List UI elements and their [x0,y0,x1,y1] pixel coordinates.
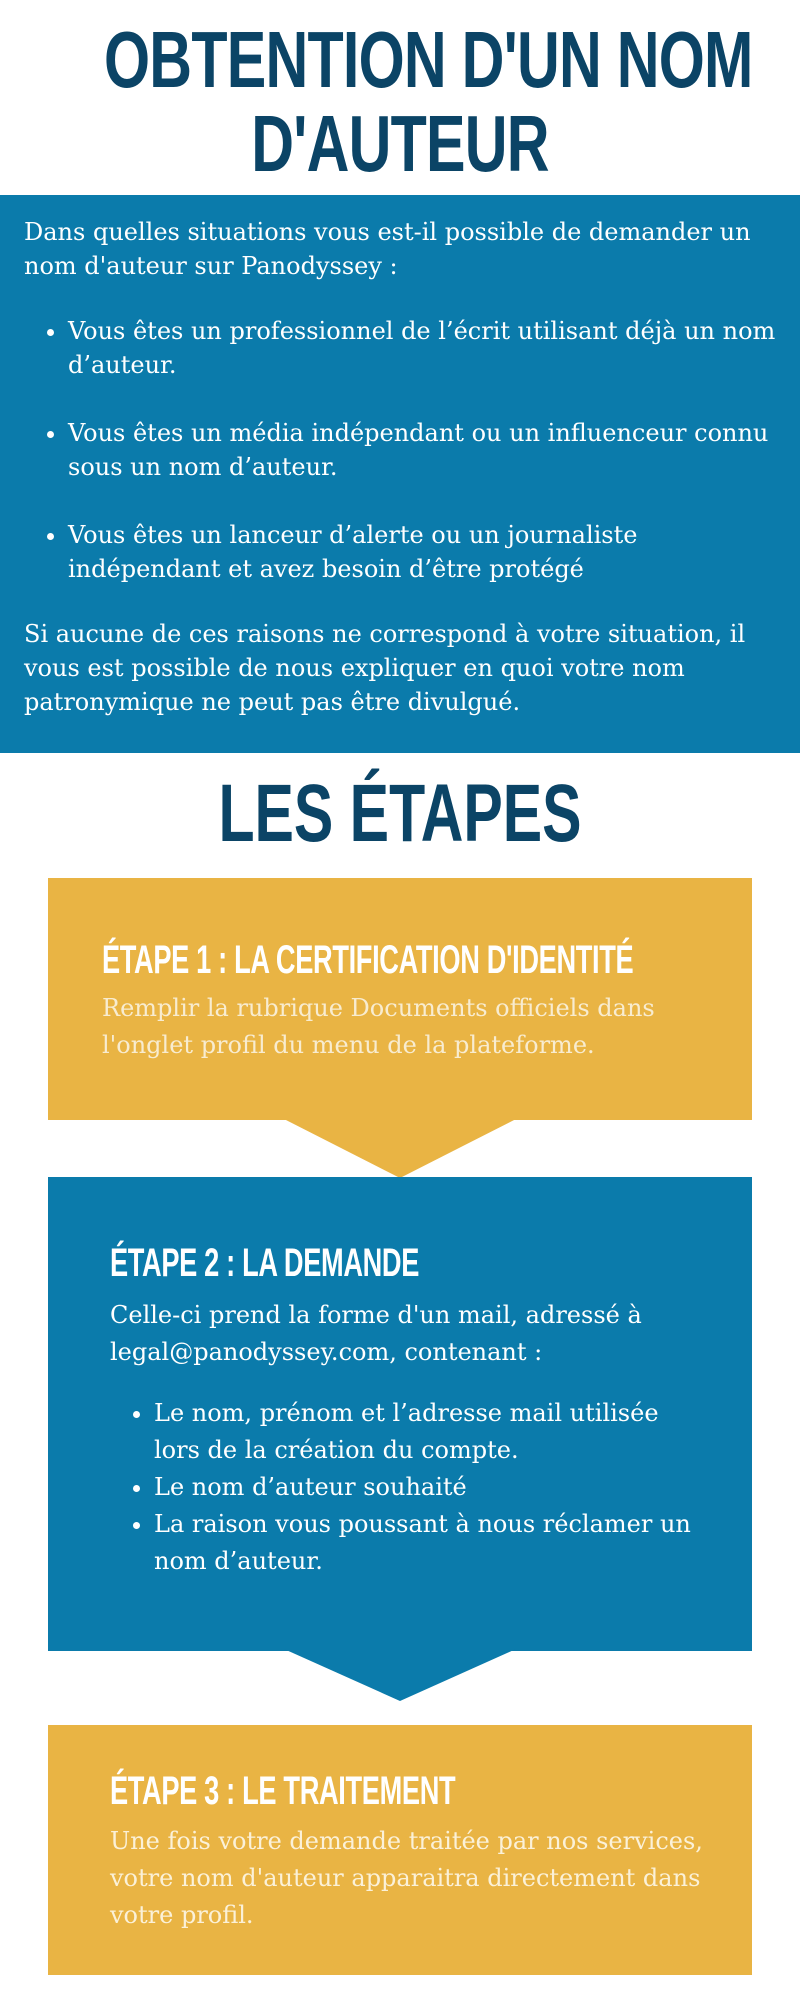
step-3-heading: ÉTAPE 3 : LE TRAITEMENT [110,1769,456,1813]
step-2-list-item: • La raison vous poussant à nous réclamer un nom d’auteur. [154,1506,704,1580]
step-1-heading: ÉTAPE 1 : LA CERTIFICATION D'IDENTITÉ [102,938,634,982]
intro-list-item: • Vous êtes un lanceur d’alerte ou un journaliste indépendant et avez besoin d’être protégé [68,518,776,586]
step-2-text: Celle-ci prend la forme d'un mail, adressé à legal@panodyssey.com, contenant : [110,1301,642,1366]
step-2-heading: ÉTAPE 2 : LA DEMANDE [110,1241,420,1285]
step-1-arrow [282,1118,518,1178]
page-title-line-2: D'AUTEUR [251,99,549,188]
intro-lead: Dans quelles situations vous est-il possible de demander un nom d'auteur sur Panodyssey : [24,218,751,280]
step-2-list-item: • Le nom, prénom et l’adresse mail utilisée lors de la création du compte. [154,1395,704,1469]
intro-closing: Si aucune de ces raisons ne correspond à votre situation, il vous est possible de nous expliquer en quoi votre nom patronymique ne peut pas être divulgué. [24,620,746,716]
page-title [104,15,753,188]
intro-list [24,314,776,586]
intro-list-item: • Vous êtes un média indépendant ou un influenceur connu sous un nom d’auteur. [68,416,776,484]
step-2-arrow [284,1649,516,1701]
intro-list-item: • Vous êtes un professionnel de l’écrit utilisant déjà un nom d’auteur. [68,314,776,382]
step-2-card [48,1177,752,1651]
step-3-text: Une fois votre demande traitée par nos services, votre nom d'auteur apparaitra directement dans votre profil. [110,1827,703,1929]
step-1-card [48,878,752,1120]
steps-title: LES ÉTAPES [218,768,582,859]
page-title-line-1: OBTENTION D'UN NOM [104,15,753,104]
step-3-card [48,1725,752,1975]
step-1-text: Remplir la rubrique Documents officiels dans l'onglet profil du menu de la plateforme. [102,994,655,1059]
intro-section [0,195,800,753]
step-2-list [110,1395,704,1580]
step-2-list-item: • Le nom d’auteur souhaité [154,1469,704,1506]
